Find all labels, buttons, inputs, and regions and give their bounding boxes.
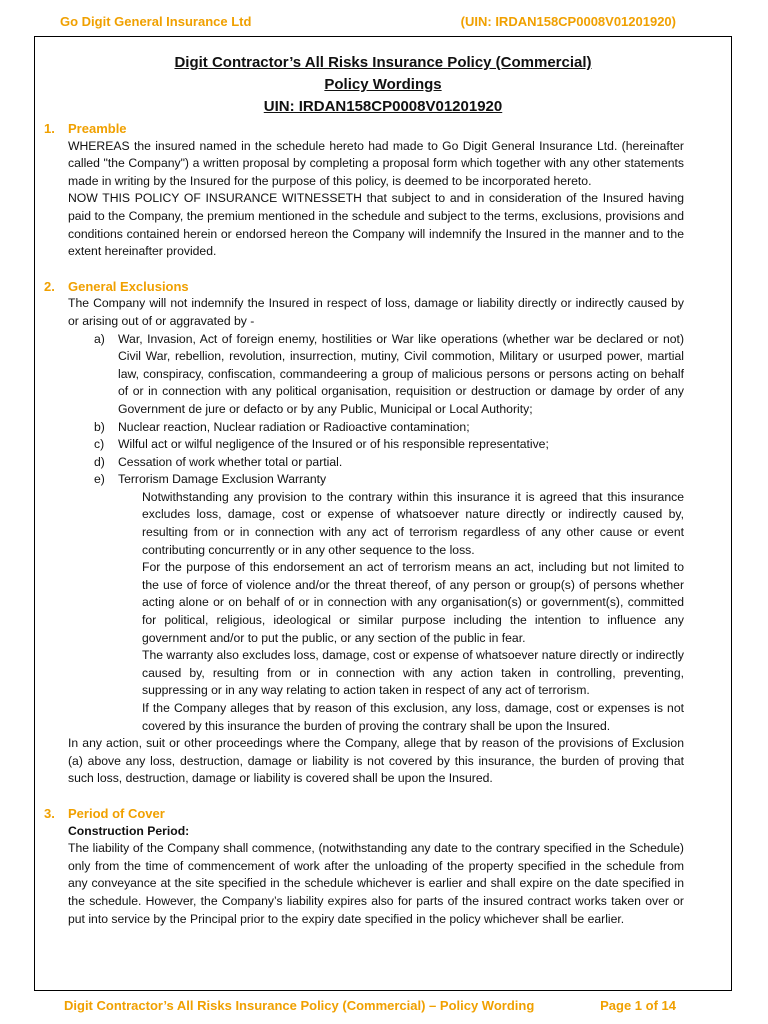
section-heading-period — [44, 805, 684, 823]
header-uin: (UIN: IRDAN158CP0008V01201920) — [460, 14, 676, 29]
subheading: Construction Period: — [68, 823, 190, 838]
section-number: 1. — [44, 121, 55, 136]
list-item — [68, 331, 684, 419]
list-text: Cessation of work whether total or partial. — [118, 454, 343, 469]
list-label: a) — [94, 331, 105, 346]
list-label: d) — [94, 454, 105, 469]
list-text: Terrorism Damage Exclusion Warranty — [118, 472, 327, 487]
section-number: 2. — [44, 278, 55, 294]
terrorism-paragraph: The warranty also excludes loss, damage, cost or expense of whatsoever nature directly or indirectly caused by, resulting from or in connection with any action taken in controlling, preventing, suppressing or in any way relating to action taken in respect of any act of terrorism. — [142, 648, 684, 698]
terrorism-paragraph: For the purpose of this endorsement an act of terrorism means an act, including but not limited to the use of force of violence and/or the threat thereof, of any person or group(s) of persons whether acting alone or on behalf of or in connection with any organisation(s) or government(s), committed for political, religious, ideological or similar purpose including the intention to influence any government and/or to put the public, or any section of the public in fear. — [142, 560, 684, 645]
section-number: 3. — [44, 805, 55, 821]
paragraph: WHEREAS the insured named in the schedule hereto had made to Go Digit General Insurance Ltd. (hereinafter called "the Company") a written proposal by completing a proposal form which together with any other statements made in writing by the Insured for the purpose of this policy, is deemed to be incorporated hereto. — [68, 138, 684, 188]
paragraph: NOW THIS POLICY OF INSURANCE WITNESSETH that subject to and in consideration of the Insured having paid to the Company, the premium mentioned in the schedule and subject to the terms, exclusions, provisions and conditions contained herein or endorsed hereon the Company will indemnify the Insured in the manner and to the extent hereinafter provided. — [68, 191, 684, 259]
page-footer — [64, 998, 676, 1013]
terrorism-paragraph: If the Company alleges that by reason of this exclusion, any loss, damage, cost or expenses is not covered by this insurance the burden of proving the contrary shall be upon the Insured. — [142, 701, 684, 733]
list-item — [68, 419, 684, 437]
terrorism-paragraph: Notwithstanding any provision to the contrary within this insurance it is agreed that this insurance excludes loss, damage, cost or expense of whatsoever nature directly or indirectly caused by, resulting from or in connection with any act of terrorism regardless of any other cause or event contributing concurrently or in any other sequence to the loss. — [142, 489, 684, 557]
list-text: Wilful act or wilful negligence of the Insured or of his responsible representative; — [118, 437, 549, 452]
footer-title: Digit Contractor’s All Risks Insurance Policy (Commercial) – Policy Wording — [64, 998, 535, 1013]
policy-title: Digit Contractor’s All Risks Insurance Policy (Commercial) — [174, 54, 592, 71]
section-heading-exclusions — [44, 278, 684, 296]
section-title: General Exclusions — [68, 278, 189, 294]
paragraph: The Company will not indemnify the Insured in respect of loss, damage or liability directly or indirectly caused by or arising out of or aggravated by - — [68, 296, 684, 328]
list-text: War, Invasion, Act of foreign enemy, hostilities or War like operations (whether war be declared or not) Civil War, rebellion, revolution, insurrection, mutiny, Civil commotion, Military or usurped power, martial law, conspiracy, confiscation, commandeering a group of malicious persons or persons acting on behalf of or in connection with any political organisation, requisition or destruction or damage by order of any Government de jure or defacto or by any Public, Municipal or Local Authority; — [118, 331, 684, 416]
exclusions-body — [44, 295, 684, 788]
paragraph: The liability of the Company shall commence, (notwithstanding any date to the contrary specified in the Schedule) only from the time of commencement of work after the unloading of the property specified in the schedule from any conveyance at the site specified in the schedule whichever is earlier and shall expire on the date specified in the schedule. However, the Company’s liability expires also for parts of the insured contract works taken over or put into service by the Principal prior to the expiry date specified in the policy whichever shall be earlier. — [68, 841, 684, 926]
list-item — [68, 454, 684, 472]
preamble-body — [44, 138, 684, 261]
paragraph: In any action, suit or other proceedings where the Company, allege that by reason of the provisions of Exclusion (a) above any loss, destruction, damage or liability is not covered by this insurance, the burden of proving that such loss, destruction, damage or liability is covered shall be upon the Insured. — [68, 736, 684, 786]
header-company: Go Digit General Insurance Ltd — [60, 14, 252, 29]
policy-uin: UIN: IRDAN158CP0008V01201920 — [263, 98, 503, 115]
section-title: Preamble — [68, 121, 127, 136]
section-title: Period of Cover — [68, 805, 165, 821]
list-item — [68, 436, 684, 454]
list-label: c) — [94, 437, 105, 452]
list-item — [68, 471, 684, 489]
period-body — [44, 823, 684, 929]
title-block — [35, 52, 731, 118]
document-body — [44, 120, 684, 928]
list-label: b) — [94, 419, 105, 434]
page-header — [60, 14, 676, 34]
page-number: Page 1 of 14 — [600, 998, 676, 1013]
section-heading-preamble — [44, 120, 684, 138]
list-label: e) — [94, 472, 105, 487]
policy-subtitle: Policy Wordings — [324, 76, 442, 93]
list-text: Nuclear reaction, Nuclear radiation or Radioactive contamination; — [118, 419, 470, 434]
